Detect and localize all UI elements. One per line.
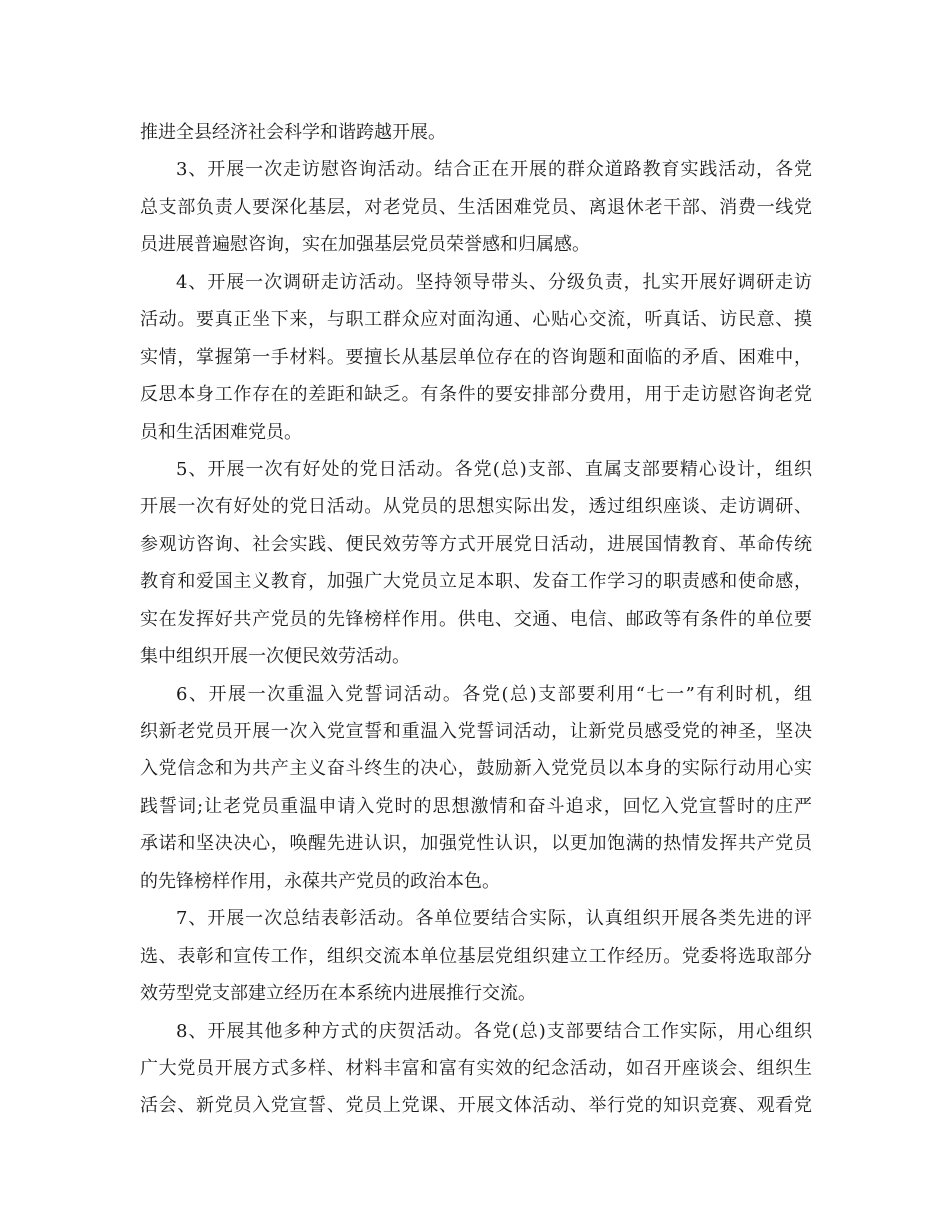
text-line: 总支部负责人要深化基层，对老党员、生活困难党员、离退休老干部、消费一线党 [140, 196, 812, 218]
text-line: 活动。要真正坐下来，与职工群众应对面沟通、心贴心交流，听真话、访民意、摸 [140, 309, 812, 331]
text-line: 7、开展一次总结表彰活动。各单位要结合实际，认真组织开展各类先进的评 [176, 908, 812, 930]
text-line: 实情，掌握第一手材料。要擅长从基层单位存在的咨询题和面临的矛盾、困难中， [140, 346, 812, 368]
text-line: 入党信念和为共产主义奋斗终生的决心，鼓励新入党党员以本身的实际行动用心实 [140, 758, 812, 780]
text-line: 践誓词;让老党员重温申请入党时的思想激情和奋斗追求，回忆入党宣誓时的庄严 [140, 795, 812, 817]
text-line: 推进全县经济社会科学和谐跨越开展。 [140, 122, 446, 143]
text-line: 实在发挥好共产党员的先锋榜样作用。供电、交通、电信、邮政等有条件的单位要 [140, 608, 812, 630]
document-body [140, 114, 812, 1125]
text-line: 选、表彰和宣传工作，组织交流本单位基层党组织建立工作经历。党委将选取部分 [140, 945, 812, 967]
text-line: 广大党员开展方式多样、材料丰富和富有实效的纪念活动，如召开座谈会、组织生 [140, 1057, 812, 1079]
text-line: 承诺和坚决决心，唤醒先进认识，加强党性认识，以更加饱满的热情发挥共产党员 [140, 833, 812, 855]
text-line: 的先锋榜样作用，永葆共产党员的政治本色。 [140, 870, 500, 892]
text-line: 参观访咨询、社会实践、便民效劳等方式开展党日活动，进展国情教育、革命传统 [140, 533, 812, 555]
text-line: 效劳型党支部建立经历在本系统内进展推行交流。 [140, 983, 536, 1005]
text-line: 织新老党员开展一次入党宣誓和重温入党誓词活动，让新党员感受党的神圣，坚决 [140, 721, 812, 742]
text-line: 3、开展一次走访慰咨询活动。结合正在开展的群众道路教育实践活动，各党 [176, 159, 812, 181]
text-line: 5、开展一次有好处的党日活动。各党(总)支部、直属支部要精心设计，组织 [176, 458, 812, 480]
text-line: 8、开展其他多种方式的庆贺活动。各党(总)支部要结合工作实际，用心组织 [176, 1020, 812, 1042]
text-line: 6、开展一次重温入党誓词活动。各党(总)支部要利用“七一”有利时机，组 [176, 683, 812, 705]
text-line: 反思本身工作存在的差距和缺乏。有条件的要安排部分费用，用于走访慰咨询老党 [140, 384, 812, 406]
text-line: 教育和爱国主义教育，加强广大党员立足本职、发奋工作学习的职责感和使命感， [140, 571, 812, 593]
text-line: 4、开展一次调研走访活动。坚持领导带头、分级负责，扎实开展好调研走访 [176, 271, 812, 293]
text-line: 开展一次有好处的党日活动。从党员的思想实际出发，透过组织座谈、走访调研、 [140, 496, 812, 518]
text-line: 员和生活困难党员。 [140, 421, 302, 443]
text-line: 集中组织开展一次便民效劳活动。 [140, 646, 410, 668]
text-line: 活会、新党员入党宣誓、党员上党课、开展文体活动、举行党的知识竞赛、观看党 [140, 1095, 812, 1117]
text-line: 员进展普遍慰咨询，实在加强基层党员荣誉感和归属感。 [140, 234, 590, 256]
